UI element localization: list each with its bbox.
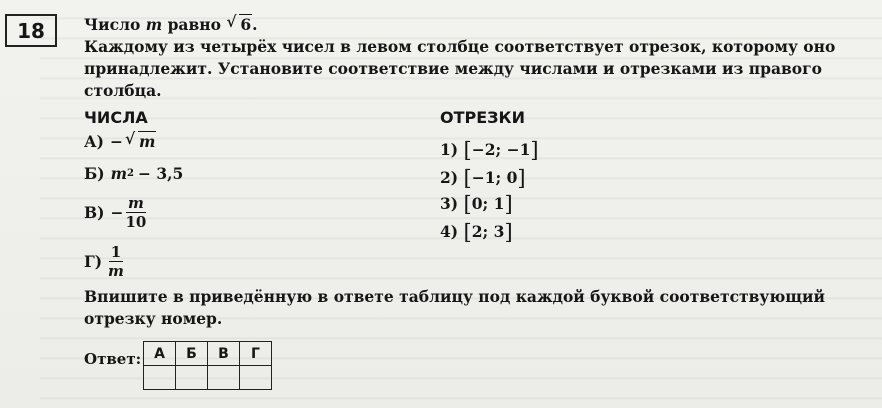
denominator: m (108, 262, 124, 280)
number-option-a (84, 129, 156, 151)
radicand: m (138, 132, 156, 151)
sqrt-expression: √ m (124, 129, 156, 151)
segment-content: 0; 1 (471, 194, 505, 213)
bracket-open: [ (463, 192, 472, 216)
intro-radicand: 6 (240, 15, 252, 34)
option-letter: Г) (84, 252, 103, 271)
option-letter: В) (84, 203, 105, 222)
number-option-c (84, 194, 146, 231)
number-option-d (84, 243, 124, 280)
segment-content: 2; 3 (471, 222, 505, 241)
answer-input-row (144, 366, 272, 390)
numbers-heading: ЧИСЛА (84, 108, 148, 127)
exponent: 2 (127, 168, 134, 179)
answer-column-c: В (208, 342, 240, 366)
sqrt-expression: √ 6 (226, 12, 252, 34)
instruction-line-3: столбца. (84, 81, 162, 100)
answer-table (143, 341, 272, 390)
fraction (108, 243, 124, 280)
answer-cell-b[interactable] (176, 366, 208, 390)
answer-column-a: А (144, 342, 176, 366)
intro-mid: равно (167, 15, 221, 34)
intro-prefix: Число (84, 15, 141, 34)
segment-label: 4) (440, 222, 459, 241)
intro-suffix: . (252, 15, 258, 34)
numerator: m (127, 194, 144, 212)
answer-cell-c[interactable] (208, 366, 240, 390)
numerator: 1 (110, 243, 122, 261)
answer-column-d: Г (240, 342, 272, 366)
instruction-line-2: принадлежит. Установите соответствие между числами и отрезками из правого (84, 59, 822, 78)
answer-label: Ответ: (84, 350, 142, 368)
footer-line-1: Впишите в приведённую в ответе таблицу под каждой буквой соответствующий (84, 287, 825, 306)
intro-variable: m (145, 15, 163, 34)
footer-line-2: отрезку номер. (84, 309, 223, 328)
bracket-open: [ (463, 166, 472, 190)
bracket-close: ] (504, 220, 513, 244)
bracket-close: ] (517, 166, 526, 190)
answer-column-b: Б (176, 342, 208, 366)
bracket-open: [ (463, 138, 472, 162)
variable: m (110, 164, 127, 183)
segment-label: 1) (440, 140, 459, 159)
bracket-close: ] (530, 138, 539, 162)
bracket-open: [ (463, 220, 472, 244)
segment-option-4 (440, 220, 513, 244)
segment-label: 2) (440, 168, 459, 187)
task-number-box: 18 (5, 14, 57, 47)
fraction (125, 194, 146, 231)
option-letter: Б) (84, 164, 105, 183)
denominator: 10 (125, 213, 147, 231)
bracket-close: ] (504, 192, 513, 216)
answer-cell-d[interactable] (240, 366, 272, 390)
answer-cell-a[interactable] (144, 366, 176, 390)
segment-label: 3) (440, 194, 459, 213)
instruction-line-1: Каждому из четырёх чисел в левом столбце соответствует отрезок, которому оно (84, 37, 836, 56)
segment-content: −2; −1 (471, 140, 531, 159)
number-option-b (84, 164, 183, 183)
segments-heading: ОТРЕЗКИ (440, 108, 526, 127)
segment-option-2 (440, 166, 526, 190)
answer-header-row (144, 342, 272, 366)
segment-content: −1; 0 (471, 168, 518, 187)
segment-option-1 (440, 138, 539, 162)
minus-sign: − (110, 203, 124, 222)
option-letter: А) (84, 132, 104, 151)
segment-option-3 (440, 192, 513, 216)
expression-rest: − 3,5 (137, 164, 184, 183)
minus-sign: − (109, 132, 123, 151)
task-intro (84, 12, 258, 34)
